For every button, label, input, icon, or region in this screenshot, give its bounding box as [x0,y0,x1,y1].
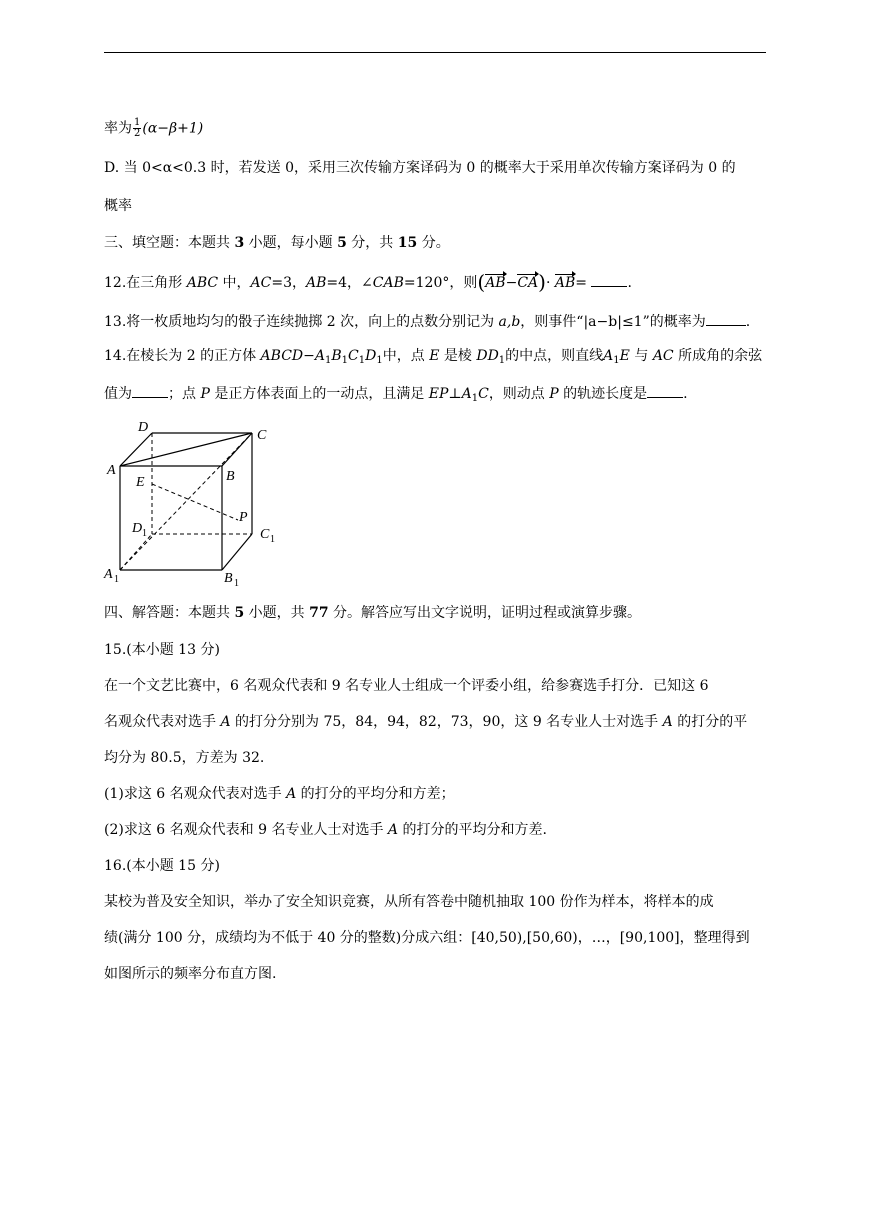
label-b1-sub: 1 [234,578,239,589]
vector-ca: CA [517,275,539,291]
question-12: 12.在三角形 ABC 中，AC=3，AB=4，∠CAB=120°，则(AB−CA)· AB= . [104,270,632,294]
edge-b1c1 [222,534,252,570]
q11-option-d-line1: D. 当 0<α<0.3 时，若发送 0，采用三次传输方案译码为 0 的概率大于采用单次传输方案译码为 0 的 [104,160,736,176]
label-c1-sub: 1 [270,534,275,545]
question-14-line2: 值为 ；点 P 是正方体表面上的一动点，且满足 $EP\perp A_1C$，则动点 P 的轨迹长度是 . [104,386,688,404]
q11-option-d-line2: 概率 [104,198,132,214]
q15-part2: (2)求这 6 名观众代表和 9 名专业人士对选手 A 的打分的平均分和方差. [104,822,547,838]
question-14-line1: 14.在棱长为 2 的正方体 $ABCD-A_1B_1C_1D_1$中，点 E 是棱 $DD_1$的中点，则直线$A_1E$ 与 AC 所成角的余弦 [104,348,763,366]
diagonal-ac [120,433,252,466]
q15-part1: (1)求这 6 名观众代表对选手 A 的打分的平均分和方差； [104,786,455,802]
vector-ab-2: AB [554,275,576,291]
cube-diagram [100,414,290,592]
label-e: E [136,475,145,490]
q16-line2: 绩(满分 100 分，成绩均为不低于 40 分的整数)分成六组：[40,50),[50,60)，…，[90,100]，整理得到 [104,930,750,946]
answer-blank-q12 [591,274,627,287]
q16-line1: 某校为普及安全知识，举办了安全知识竞赛，从所有答卷中随机抽取 100 份作为样本，将样本的成 [104,894,714,910]
answer-blank-q14b [647,385,683,398]
label-a1: A [104,567,113,582]
q15-line3: 均分为 80.5，方差为 32. [104,750,265,766]
vector-ab: AB [485,275,506,291]
label-b: B [226,469,235,484]
q15-line2: 名观众代表对选手 A 的打分分别为 75，84，94，82，73，90，这 9 名专业人士对选手 A 的打分的平 [104,714,748,730]
answer-blank-q14a [132,385,168,398]
answer-blank-q13 [706,313,746,326]
label-c: C [257,428,267,443]
label-d1-sub: 1 [142,528,147,539]
segment-ep-hidden [152,484,238,520]
label-a1-sub: 1 [114,574,119,585]
diagonal-a1c-hidden [120,433,252,570]
q16-line3: 如图所示的频率分布直方图. [104,966,277,982]
edge-ad [120,433,152,466]
label-c1: C [260,527,270,542]
label-b1: B [224,571,233,586]
q15-line1: 在一个文艺比赛中，6 名观众代表和 9 名专业人士组成一个评委小组，给参赛选手打分．已知这 6 [104,678,709,694]
q16-title: 16.(本小题 15 分) [104,858,220,874]
label-d: D [138,420,149,435]
section4-heading: 四、解答题：本题共 5 小题，共 77 分。解答应写出文字说明，证明过程或演算步骤。 [104,605,642,621]
q11-tail: 率为 $\frac{1}{2}$ (α−β+1) [104,117,204,139]
section3-heading: 三、填空题：本题共 3 小题，每小题 5 分，共 15 分。 [104,235,450,251]
fraction-one-half: $\frac{1}{2}$ [134,117,141,139]
label-a: A [107,463,116,478]
question-13: 13.将一枚质地均匀的骰子连续抛掷 2 次，向上的点数分别记为 a,b，则事件“|a−b|≤1”的概率为 . [104,314,751,330]
label-d1: D [132,521,143,536]
header-rule [104,52,766,53]
q15-title: 15.(本小题 13 分) [104,642,220,658]
cube-figure [100,414,290,592]
label-p: P [239,510,248,525]
